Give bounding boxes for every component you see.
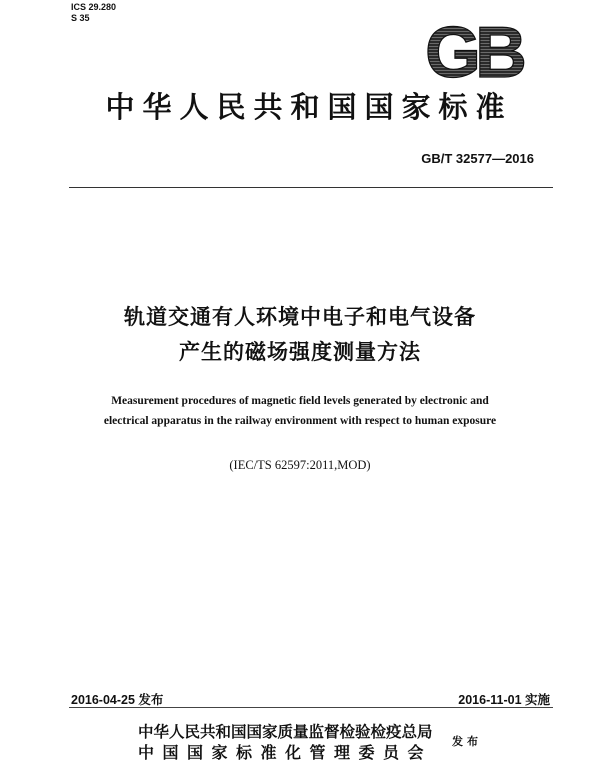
english-title-line2: electrical apparatus in the railway environment with respect to human exposure: [103, 415, 497, 427]
implement-date: 2016-11-01 实施: [458, 693, 550, 707]
ccs-code: S 35: [71, 13, 90, 23]
ics-code: ICS 29.280: [71, 2, 117, 12]
header-divider: [69, 187, 553, 188]
english-title-line1: Measurement procedures of magnetic field levels generated by electronic and: [111, 395, 489, 407]
standard-title: 中华人民共和国国家标准: [105, 90, 513, 124]
footer-divider: [69, 707, 553, 708]
issuer-line2: 中国国家标准化管理委员会: [138, 743, 433, 762]
chinese-title-line1: 轨道交通有人环境中电子和电气设备: [124, 305, 476, 329]
issuer-line1: 中华人民共和国国家质量监督检验检疫总局: [138, 722, 433, 741]
publish-date: 2016-04-25 发布: [71, 693, 164, 707]
issue-word: 发布: [452, 735, 482, 748]
chinese-title-line2: 产生的磁场强度测量方法: [179, 340, 421, 364]
standard-number: GB/T 32577—2016: [421, 151, 534, 166]
logo-lettering: GB: [425, 13, 521, 83]
gb-logo: [404, 13, 542, 83]
adoption-reference: (IEC/TS 62597:2011,MOD): [229, 458, 371, 472]
